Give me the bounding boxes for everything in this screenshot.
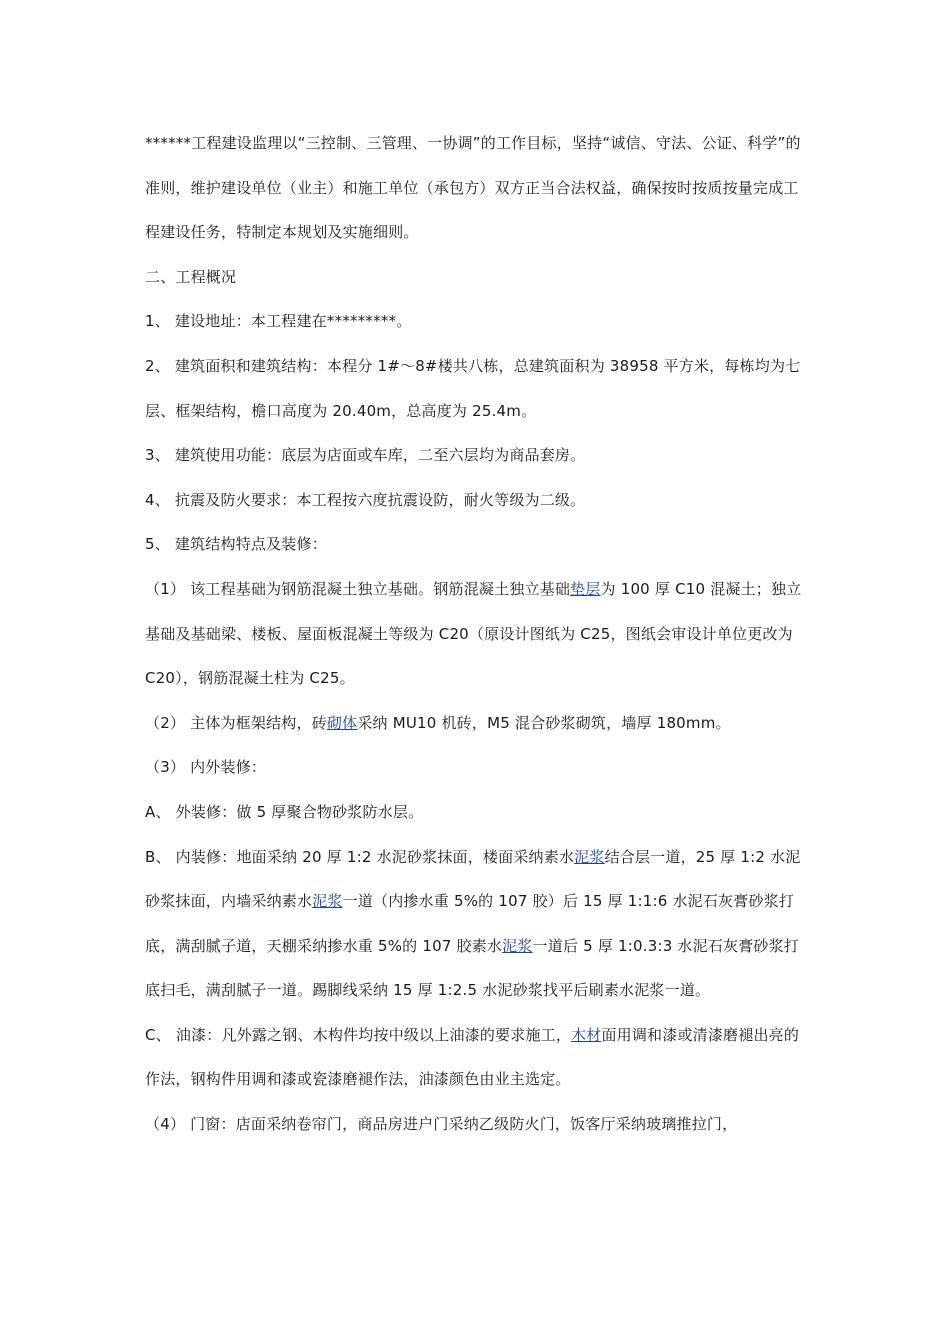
paragraph <box>145 299 807 344</box>
paragraph <box>145 478 807 523</box>
paragraph <box>145 745 807 790</box>
paragraph-text: 结合层一道，25 厚 1:2 水泥砂浆抹面，内墙采纳素水 <box>145 847 801 911</box>
paragraph-text: 4、 抗震及防火要求：本工程按六度抗震设防，耐火等级为二级。 <box>145 490 586 509</box>
paragraph <box>145 121 807 255</box>
paragraph-text: 2、 建筑面积和建筑结构：本程分 1#～8#楼共八栋，总建筑面积为 38958 平方米，每栋均为七层、框架结构，檐口高度为 20.40m，总高度为 25.4m。 <box>145 356 801 420</box>
paragraph <box>145 701 807 746</box>
paragraph-text: B、 内装修：地面采纳 20 厚 1:2 水泥砂浆抹面，楼面采纳素水 <box>145 847 575 866</box>
paragraph <box>145 344 807 433</box>
paragraph-text: 3、 建筑使用功能：底层为店面或车库，二至六层均为商品套房。 <box>145 446 586 465</box>
paragraph-text: 面用调和漆或清漆磨褪出亮的作法，钢构件用调和漆或瓷漆磨褪作法，油漆颜色由业主选定。 <box>145 1025 800 1089</box>
paragraph-text: （3） 内外装修： <box>145 758 267 777</box>
paragraph <box>145 1013 807 1102</box>
paragraph-text: 5、 建筑结构特点及装修： <box>145 535 327 554</box>
paragraph-text: A、 外装修：做 5 厚聚合物砂浆防水层。 <box>145 802 424 821</box>
inline-link[interactable]: 泥浆 <box>574 847 605 866</box>
document-body <box>145 121 807 1147</box>
paragraph <box>145 835 807 1013</box>
paragraph-text: （4） 门窗：店面采纳卷帘门，商品房进户门采纳乙级防火门，饭客厅采纳玻璃推拉门， <box>145 1115 738 1134</box>
paragraph-text: 为 100 厚 C10 混凝土；独立基础及基础梁、楼板、屋面板混凝土等级为 C20（原设计图纸为 C25，图纸会审设计单位更改为 C20），钢筋混凝土柱为 C25。 <box>145 579 802 688</box>
inline-link[interactable]: 泥浆 <box>312 892 343 911</box>
paragraph-text: C、 油漆：凡外露之钢、木构件均按中级以上油漆的要求施工， <box>145 1025 572 1044</box>
paragraph <box>145 567 807 701</box>
paragraph-text: 一道后 5 厚 1:0.3:3 水泥石灰膏砂浆打底扫毛，满刮腻子一道。踢脚线采纳 15 厚 1:2.5 水泥砂浆找平后刷素水泥浆一道。 <box>145 936 800 1000</box>
paragraph <box>145 1102 807 1147</box>
inline-link[interactable]: 砌体 <box>326 713 358 732</box>
paragraph-text: 二、工程概况 <box>145 267 237 286</box>
paragraph-text: 一道（内掺水重 5%的 107 胶）后 15 厚 1:1:6 水泥石灰膏砂浆打底，满刮腻子道，天棚采纳掺水重 5%的 107 胶素水 <box>145 892 795 955</box>
paragraph-text: （2） 主体为框架结构，砖 <box>145 713 327 732</box>
paragraph-text: 1、 建设地址：本工程建在*********。 <box>145 312 412 331</box>
inline-link[interactable]: 泥浆 <box>502 936 533 955</box>
paragraph <box>145 255 807 300</box>
inline-link[interactable]: 木材 <box>571 1025 602 1044</box>
inline-link[interactable]: 垫层 <box>570 579 601 598</box>
paragraph <box>145 522 807 567</box>
paragraph-text: ******工程建设监理以“三控制、三管理、一协调”的工作目标，坚持“诚信、守法、公证、科学”的准则，维护建设单位（业主）和施工单位（承包方）双方正当合法权益，确保按时按质按量完成工程建设任务，特制定本规划及实施细则。 <box>145 134 801 242</box>
paragraph-text: （1） 该工程基础为钢筋混凝土独立基础。钢筋混凝土独立基础 <box>145 579 571 598</box>
paragraph <box>145 790 807 835</box>
paragraph-text: 采纳 MU10 机砖，M5 混合砂浆砌筑，墙厚 180mm。 <box>357 713 731 732</box>
paragraph <box>145 433 807 478</box>
